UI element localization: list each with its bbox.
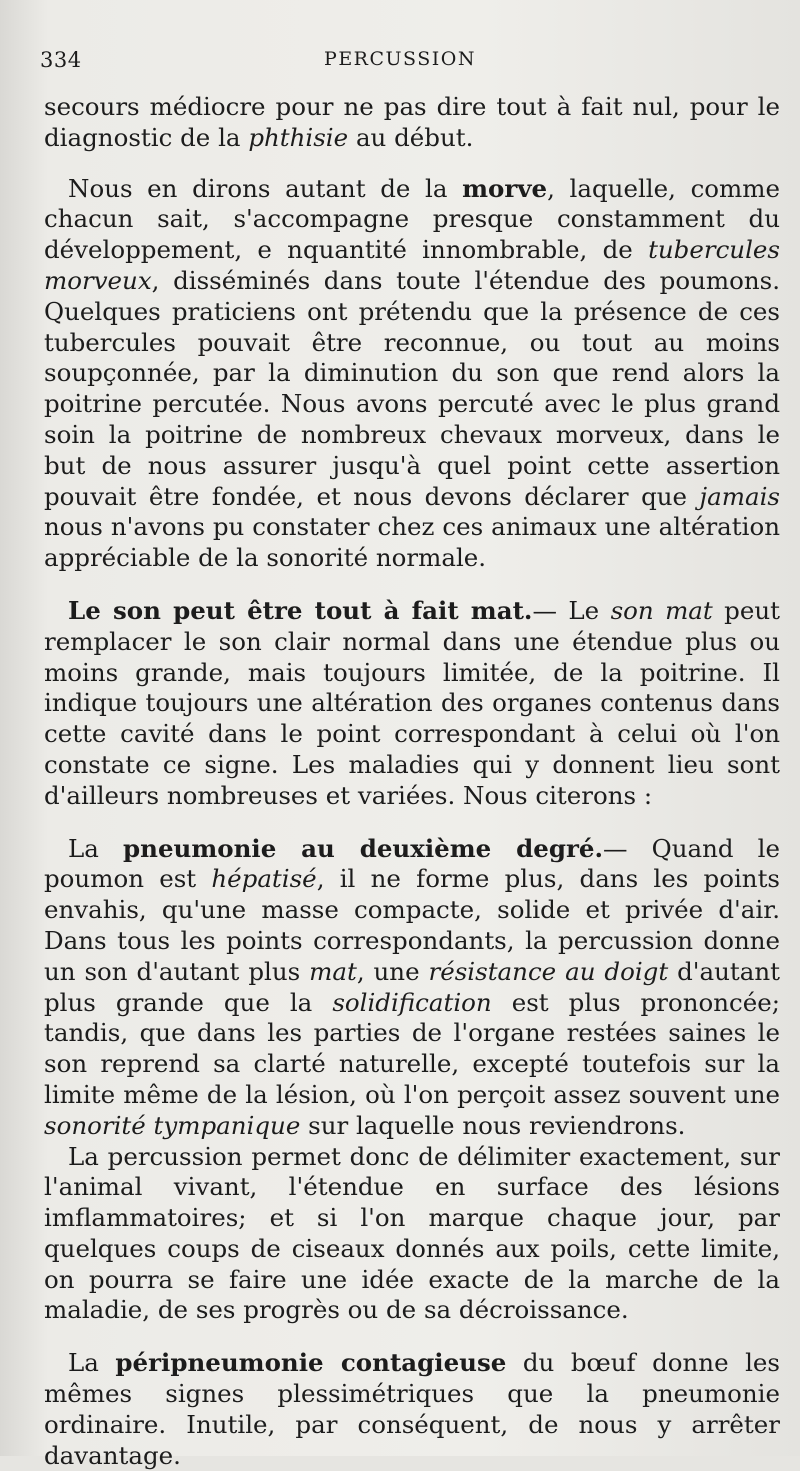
term-son-mat: son mat (610, 595, 713, 625)
term-tubercules-morveux: tubercules morveux (44, 235, 780, 295)
term-solidification: solidification (332, 987, 492, 1017)
heading-pneumonie: pneumonie au deuxième degré. (123, 833, 603, 863)
term-jamais: jamais (699, 481, 780, 511)
paragraph-1: secours médiocre pour ne pas dire tout à fait nul, pour le diagnostic de la phthisie au début. (44, 92, 780, 152)
term-resistance-au-doigt: résistance au doigt (428, 956, 669, 986)
paragraph-son-mat: Le son peut être tout à fait mat.— Le son mat peut remplacer le son clair normal dans une étendue plus ou moins grande, mais toujours limitée, de la poitrine. Il indique toujours une altération des organes contenus dans cette cavité dans le point correspondant à celui où l'on constate ce signe. Les maladies qui y donnent lieu sont d'ailleurs nombreuses et variées. Nous citerons : (44, 595, 780, 810)
paragraph-peripneumonie: La péripneumonie contagieuse du bœuf donne les mêmes signes plessimétriques que la pneumonie ordinaire. Inutile, par conséquent, de nous y arrêter davantage. (44, 1348, 780, 1470)
term-phthisie: phthisie (248, 122, 349, 152)
paragraph-morve: Nous en dirons autant de la morve, laquelle, comme chacun sait, s'accompagne presque constamment du développement, e nquantité innombrable, de tubercules morveux, disséminés dans toute l'étendue des poumons. Quelques praticiens ont prétendu que la présence de ces tubercules pouvait être reconnue, ou tout au moins soupçonnée, par la diminution du son que rend alors la poitrine percutée. Nous avons percuté avec le plus grand soin la poitrine de nombreux chevaux morveux, dans le but de nous assurer jusqu'à quel point cette assertion pouvait être fondée, et nous devons déclarer que jamais nous n'avons pu constater chez ces animaux une altération appréciable de la sonorité normale. (44, 173, 780, 573)
heading-son-mat: Le son peut être tout à fait mat. (68, 595, 533, 625)
running-title: PERCUSSION (324, 48, 476, 70)
page-header (40, 48, 760, 74)
heading-peripneumonie: péripneumonie contagieuse (115, 1348, 507, 1378)
page-number: 334 (40, 48, 82, 72)
paragraph-pneumonie: La pneumonie au deuxième degré.— Quand le poumon est hépatisé, il ne forme plus, dans les points envahis, qu'une masse compacte, solide et privée d'air. Dans tous les points correspondants, la percussion donne un son d'autant plus mat, une résistance au doigt d'autant plus grande que la solidification est plus prononcée; tandis, que dans les parties de l'organe restées saines le son reprend sa clarté naturelle, excepté toutefois sur la limite même de la lésion, où l'on perçoit assez souvent une sonorité tympanique sur laquelle nous reviendrons. (44, 833, 781, 1140)
paragraph-delimiter: La percussion permet donc de délimiter exactement, sur l'animal vivant, l'étendue en surface des lésions imflammatoires; et si l'on marque chaque jour, par quelques coups de ciseaux donnés aux poils, cette limite, on pourra se faire une idée exacte de la marche de la maladie, de ses progrès ou de sa décroissance. (44, 1141, 780, 1325)
heading-morve: morve (462, 173, 548, 203)
term-sonorite-tympanique: sonorité tympanique (44, 1110, 301, 1140)
body-text (44, 92, 780, 1471)
term-mat: mat (309, 956, 357, 986)
term-hepatise: hépatisé (211, 864, 317, 894)
